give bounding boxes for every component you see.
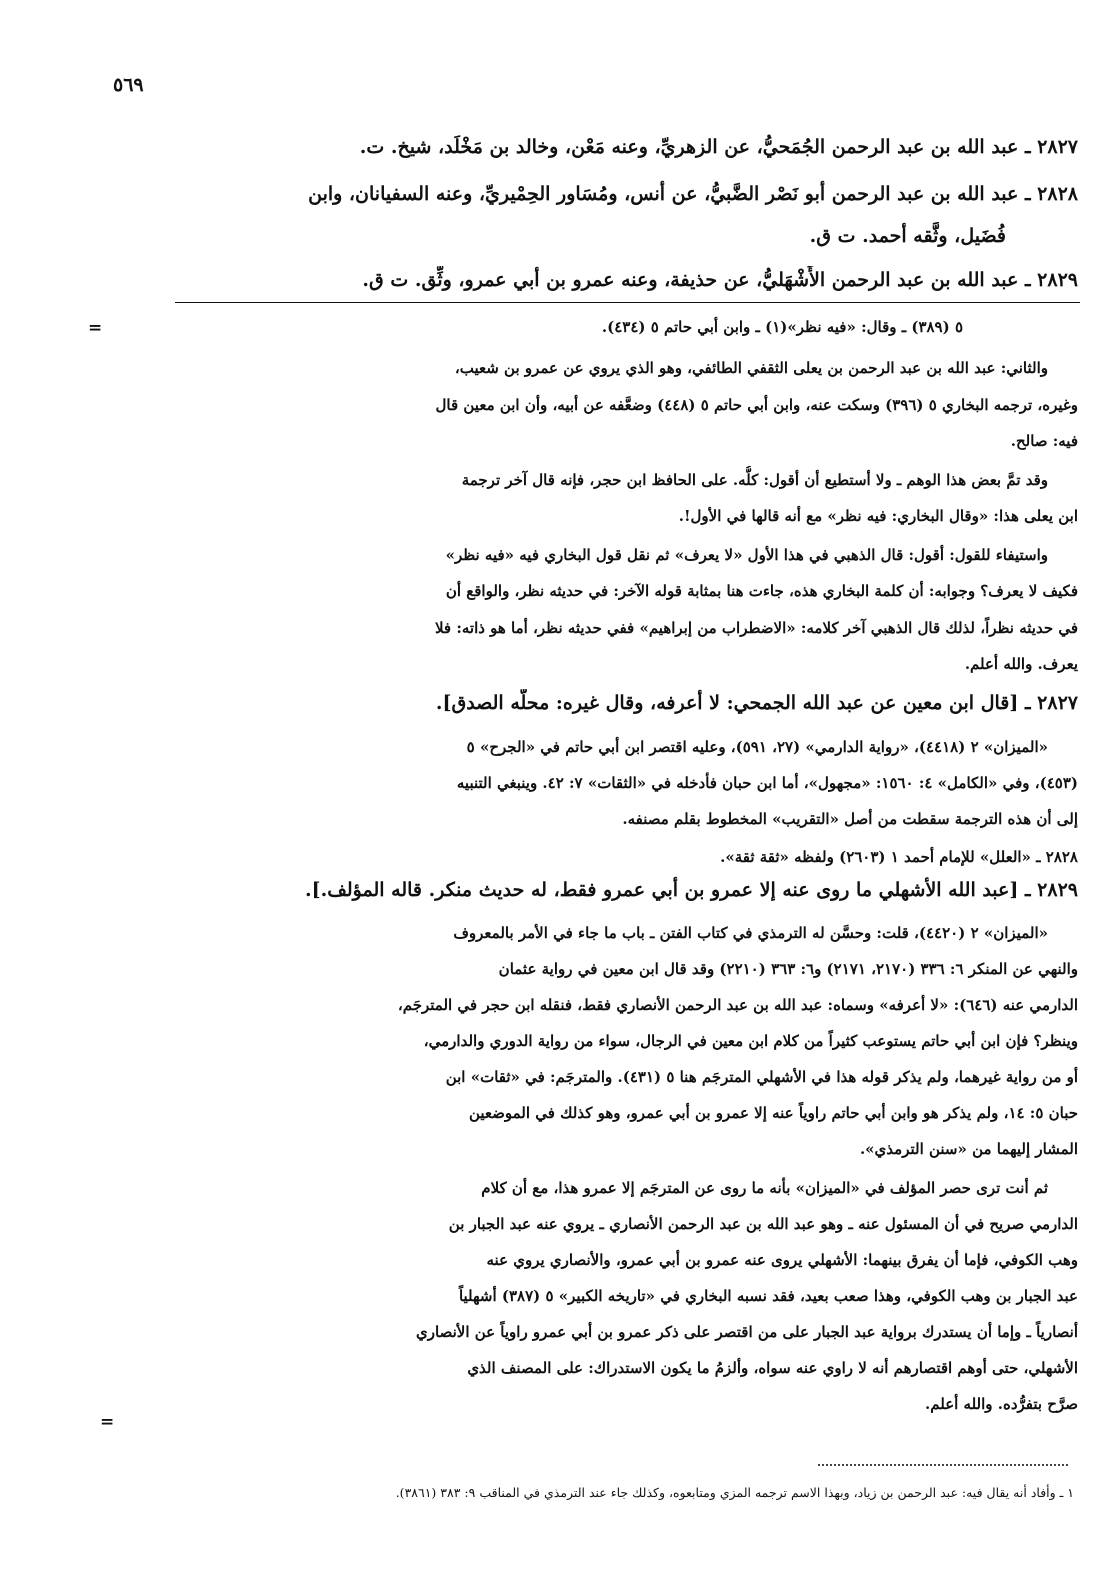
text-line: عبد الجبار بن وهب الكوفي، وهذا صعب بعيد، فقد نسبه البخاري في «تاريخه الكبير» ٥ (٣٨٧) أشهلياً — [458, 1287, 1078, 1305]
text-line: أنصارياً ـ وإما أن يستدرك برواية عبد الجبار على من اقتصر على ذكر عمرو بن أبي عمرو راوياً عن الأنصاري — [416, 1323, 1078, 1341]
text-line: وغيره، ترجمه البخاري ٥ (٣٩٦) وسكت عنه، وابن أبي حاتم ٥ (٤٤٨) وضعَّفه عن أبيه، وأن ابن معين قال — [435, 396, 1078, 414]
text-line: والنهي عن المنكر ٦: ٣٣٦ (٢١٧٠، ٢١٧١) و٦: ٣٦٣ (٢٢١٠) وقد قال ابن معين في رواية عثمان — [498, 960, 1078, 978]
text-line: ٢٨٢٨ ـ عبد الله بن عبد الرحمن أبو نَصْر الضَّبيُّ، عن أنس، ومُسَاور الحِمْيريِّ، وعنه السفيانان، وابن — [308, 183, 1078, 205]
text-line: أو من رواية غيرهما، ولم يذكر قوله هذا في الأشهلي المترجَم هنا ٥ (٤٣١). والمترجَم: في «ثقات» ابن — [445, 1068, 1078, 1086]
text-line: ٢٨٢٩ ـ عبد الله بن عبد الرحمن الأَشْهَليُّ، عن حذيفة، وعنه عمرو بن أبي عمرو، وثِّق. ت ق. — [362, 269, 1078, 291]
text-line: وقد تمَّ بعض هذا الوهم ـ ولا أستطيع أن أقول: كلُّه. على الحافظ ابن حجر، فإنه قال آخر ترجمة — [461, 471, 1048, 489]
continuation-mark-top: = — [88, 318, 103, 338]
text-line: واستيفاء للقول: أقول: قال الذهبي في هذا الأول «لا يعرف» ثم نقل قول البخاري فيه «فيه نظر» — [445, 546, 1048, 564]
text-line: فُضَيل، وثَّقه أحمد. ت ق. — [809, 225, 1006, 247]
text-line: فيه: صالح. — [1010, 432, 1078, 450]
text-line: المشار إليهما من «سنن الترمذي». — [859, 1140, 1078, 1158]
text-line: إلى أن هذه الترجمة سقطت من أصل «التقريب» المخطوط بقلم مصنفه. — [622, 810, 1078, 828]
text-line: في حديثه نظراً، لذلك قال الذهبي آخر كلامه: «الاضطراب من إبراهيم» ففي حديثه نظر، أما هو ذاته: فلا — [434, 619, 1078, 637]
text-line: وهب الكوفي، فإما أن يفرق بينهما: الأشهلي يروى عنه عمرو بن أبي عمرو، والأنصاري يروي عنه — [486, 1251, 1078, 1269]
text-line: ٥ (٣٨٩) ـ وقال: «فيه نظر»(١) ـ وابن أبي حاتم ٥ (٤٣٤). — [601, 318, 963, 336]
text-line: ابن يعلى هذا: «وقال البخاري: فيه نظر» مع أنه قالها في الأول!. — [678, 507, 1078, 525]
text-line: الدارمي صريح في أن المسئول عنه ـ وهو عبد الله بن عبد الرحمن الأنصاري ـ يروي عنه عبد الجبار بن — [448, 1215, 1078, 1233]
text-line: ٢٨٢٩ ـ [عبد الله الأشهلي ما روى عنه إلا عمرو بن أبي عمرو فقط، له حديث منكر. قاله المؤلف.]. — [304, 879, 1078, 901]
text-line: (٤٥٣)، وفي «الكامل» ٤: ١٥٦٠: «مجهول»، أما ابن حبان فأدخله في «الثقات» ٧: ٤٢. وينبغي التنبيه — [456, 774, 1078, 792]
text-line: الأشهلي، حتى أوهم اقتصارهم أنه لا راوي عنه سواه، وألزمُ ما يكون الاستدراك: على المصنف الذي — [467, 1359, 1078, 1377]
page-number: ٥٦٩ — [113, 74, 144, 96]
text-line: صرَّح بتفرُّده. والله أعلم. — [925, 1395, 1078, 1413]
text-line: ثم أنت ترى حصر المؤلف في «الميزان» بأنه ما روى عن المترجَم إلا عمرو هذا، مع أن كلام — [481, 1179, 1048, 1197]
footnote: ١ ـ وأفاد أنه يقال فيه: عبد الرحمن بن زياد، وبهذا الاسم ترجمه المزي ومتابعوه، وكذلك جاء عند الترمذي في المناقب ٩: ٣٨٣ (٣٨٦١). — [395, 1485, 1074, 1500]
text-line: «الميزان» ٢ (٤٤١٨)، «رواية الدارمي» (٢٧، ٥٩١)، وعليه اقتصر ابن أبي حاتم في «الجرح» ٥ — [466, 738, 1048, 756]
text-line: حبان ٥: ١٤، ولم يذكر هو وابن أبي حاتم راوياً عنه إلا عمرو بن أبي عمرو، وهو كذلك في الموضعين — [468, 1104, 1078, 1122]
text-line: «الميزان» ٢ (٤٤٢٠)، قلت: وحسَّن له الترمذي في كتاب الفتن ـ باب ما جاء في الأمر بالمعروف — [453, 924, 1048, 942]
text-line: والثاني: عبد الله بن عبد الرحمن بن يعلى الثقفي الطائفي، وهو الذي يروي عن عمرو بن شعيب، — [454, 359, 1048, 377]
text-line: يعرف. والله أعلم. — [964, 655, 1078, 673]
text-line: ٢٨٢٧ ـ [قال ابن معين عن عبد الله الجمحي: لا أعرفه، وقال غيره: محلُّه الصدق]. — [435, 692, 1078, 714]
text-line: ٢٨٢٨ ـ «العلل» للإمام أحمد ١ (٢٦٠٣) ولفظه «ثقة ثقة». — [720, 848, 1078, 866]
continuation-mark-bottom: = — [100, 1412, 115, 1432]
text-line: فكيف لا يعرف؟ وجوابه: أن كلمة البخاري هذه، جاءت هنا بمثابة قوله الآخر: في حديثه نظر، والواقع أن — [445, 582, 1078, 600]
footnote-separator — [818, 1464, 1068, 1466]
text-line: ٢٨٢٧ ـ عبد الله بن عبد الرحمن الجُمَحيُّ، عن الزهريِّ، وعنه مَعْن، وخالد بن مَخْلَد، شيخ. ت. — [359, 136, 1078, 158]
text-line: الدارمي عنه (٦٤٦): «لا أعرفه» وسماه: عبد الله بن عبد الرحمن الأنصاري فقط، فنقله ابن حجر في المترجَم، — [397, 996, 1078, 1014]
footnote-divider-rule — [175, 302, 1080, 303]
text-line: وينظر؟ فإن ابن أبي حاتم يستوعب كثيراً من كلام ابن معين في الرجال، سواء من رواية الدوري والدارمي، — [423, 1032, 1078, 1050]
